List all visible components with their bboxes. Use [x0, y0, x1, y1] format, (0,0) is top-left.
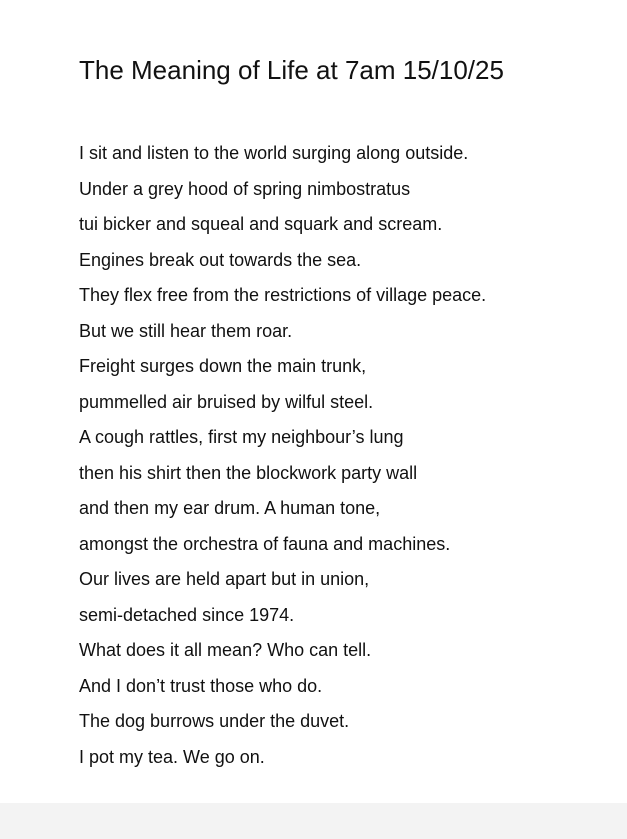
poem-line: I pot my tea. We go on.: [79, 746, 265, 767]
poem-line: Freight surges down the main trunk,: [79, 356, 367, 376]
poem-line: semi-detached since 1974.: [79, 604, 295, 625]
poem-line: Engines break out towards the sea.: [79, 249, 362, 270]
poem-line: tui bicker and squeal and squark and scream.: [79, 214, 443, 234]
poem-line: then his shirt then the blockwork party wall: [79, 462, 418, 483]
poem-line: The dog burrows under the duvet.: [79, 711, 350, 731]
poem-title: The Meaning of Life at 7am 15/10/25: [79, 55, 504, 85]
poem-body: [79, 136, 486, 775]
poem-line: I sit and listen to the world surging along outside.: [79, 143, 469, 163]
poem-line: amongst the orchestra of fauna and machines.: [79, 533, 451, 554]
poem-line: Under a grey hood of spring nimbostratus: [79, 178, 411, 199]
poem-line: A cough rattles, first my neighbour’s lung: [79, 427, 404, 447]
poem-line: Our lives are held apart but in union,: [79, 569, 370, 589]
poem-line: What does it all mean? Who can tell.: [79, 640, 372, 660]
poem-line: and then my ear drum. A human tone,: [79, 498, 381, 518]
poem-line: pummelled air bruised by wilful steel.: [79, 391, 374, 412]
poem-line: They flex free from the restrictions of village peace.: [79, 285, 487, 305]
poem-line: And I don’t trust those who do.: [79, 675, 323, 696]
poem-line: But we still hear them roar.: [79, 320, 293, 341]
